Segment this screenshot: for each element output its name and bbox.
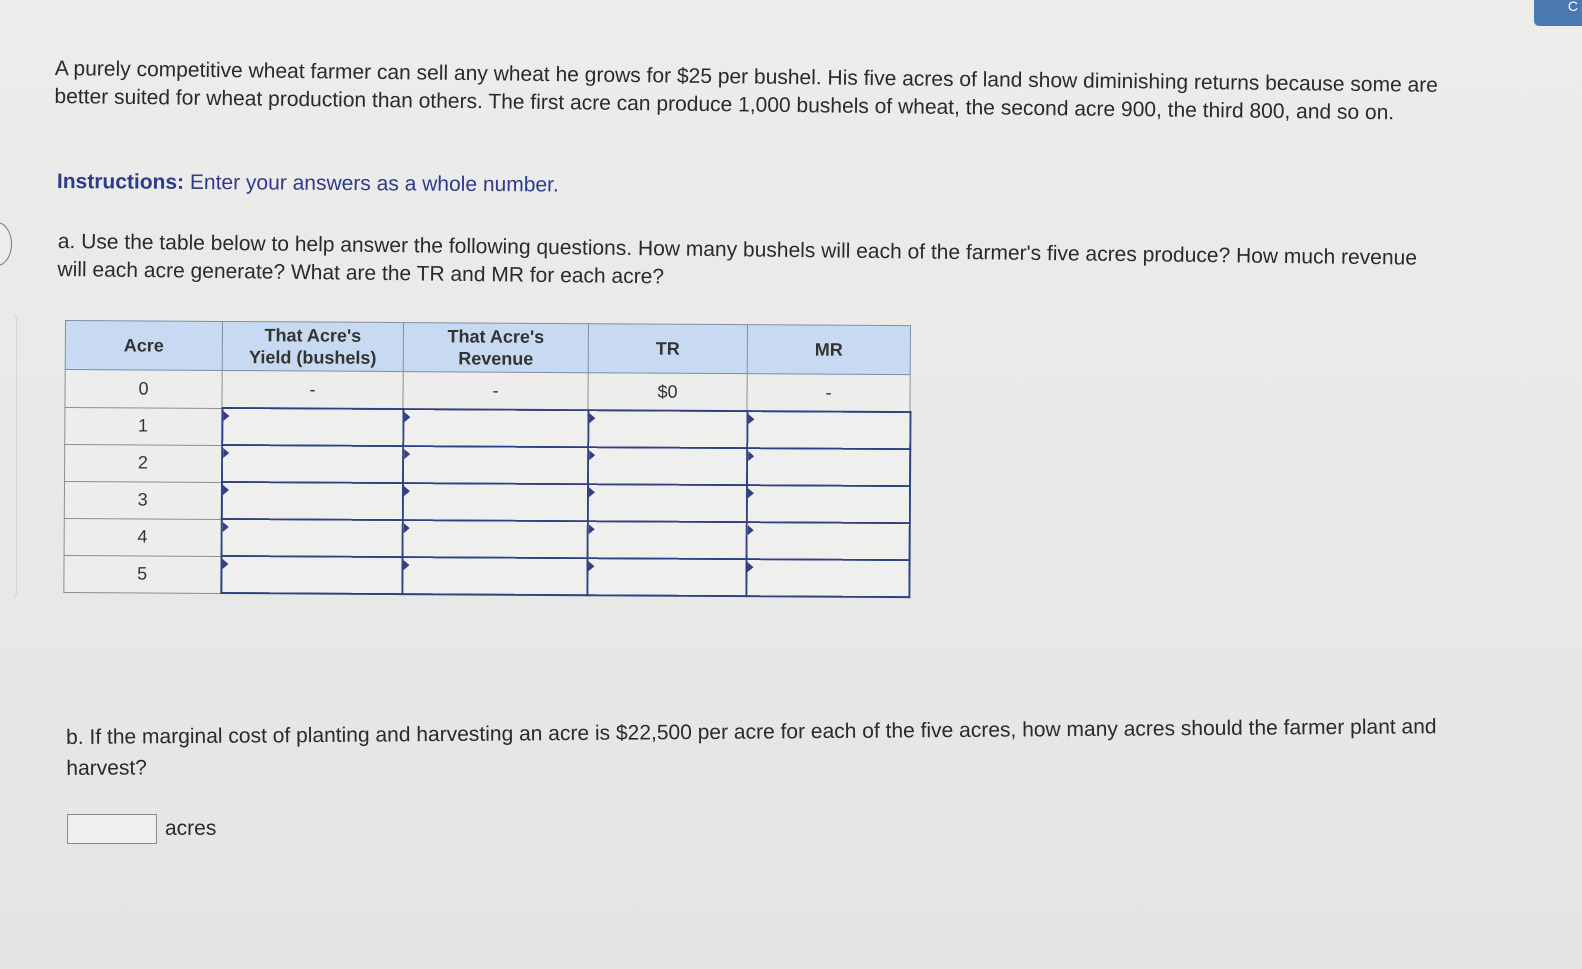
revenue-cell: - — [403, 372, 588, 411]
tr-cell: $0 — [588, 373, 747, 411]
answer-table — [63, 320, 911, 598]
acre-cell: 0 — [65, 370, 222, 408]
revenue-input-cell — [403, 446, 588, 484]
acres-unit-label: acres — [165, 817, 217, 840]
yield-input-acre-3[interactable] — [222, 484, 401, 517]
corner-button[interactable]: C — [1534, 0, 1582, 26]
tr-input-acre-3[interactable] — [588, 487, 745, 520]
acre-cell: 5 — [64, 555, 221, 593]
yield-input-acre-4[interactable] — [222, 521, 401, 554]
header-tr: TR — [588, 324, 747, 374]
mr-cell: - — [747, 374, 910, 412]
header-yield-line2: Yield (bushels) — [249, 347, 377, 368]
header-mr: MR — [747, 325, 910, 375]
mr-input-cell — [746, 485, 909, 523]
part-b-question: b. If the marginal cost of planting and harvesting an acre is $22,500 per acre for each of the five acres, how many acres should the farmer plant and harvest? — [66, 715, 1437, 780]
yield-cell: - — [222, 370, 403, 409]
revenue-input-acre-4[interactable] — [403, 523, 586, 556]
yield-input-cell — [222, 445, 403, 483]
tr-input-acre-4[interactable] — [588, 524, 745, 557]
mr-input-cell — [747, 411, 910, 449]
cell-marker-icon — [223, 411, 229, 421]
instructions-text: Enter your answers as a whole number. — [184, 170, 559, 197]
part-b-answer — [67, 814, 216, 844]
mr-input-cell — [747, 448, 910, 486]
tr-input-acre-1[interactable] — [589, 413, 746, 446]
mr-input-cell — [746, 522, 909, 560]
header-yield — [222, 321, 403, 371]
tr-input-cell — [588, 447, 747, 485]
table-row — [65, 444, 910, 486]
table-row — [65, 407, 910, 449]
mr-input-acre-2[interactable] — [748, 451, 909, 484]
cell-marker-icon — [589, 413, 595, 423]
acre-cell: 3 — [64, 481, 221, 519]
cell-marker-icon — [588, 487, 594, 497]
revenue-input-acre-5[interactable] — [403, 560, 586, 593]
header-yield-line1: That Acre's — [264, 325, 362, 346]
cell-marker-icon — [223, 448, 229, 458]
table-header-row — [65, 321, 910, 375]
header-revenue-line1: That Acre's — [447, 326, 545, 347]
cell-marker-icon — [748, 414, 754, 424]
acre-cell: 4 — [64, 518, 221, 556]
acres-input[interactable] — [67, 814, 157, 844]
table-row-acre-0 — [65, 370, 910, 413]
cell-marker-icon — [747, 525, 753, 535]
cell-marker-icon — [589, 450, 595, 460]
tr-input-cell — [587, 484, 746, 522]
answer-table-container — [63, 320, 911, 598]
mr-input-acre-3[interactable] — [747, 488, 908, 521]
revenue-input-cell — [402, 557, 587, 595]
table-row — [64, 481, 909, 523]
yield-input-cell — [222, 408, 403, 446]
table-row — [64, 555, 909, 597]
instructions — [57, 170, 559, 198]
cell-marker-icon — [222, 522, 228, 532]
cell-marker-icon — [222, 559, 228, 569]
cell-marker-icon — [404, 449, 410, 459]
mr-input-acre-5[interactable] — [747, 562, 908, 595]
cell-marker-icon — [403, 486, 409, 496]
header-acre: Acre — [65, 321, 222, 371]
part-a-question: a. Use the table below to help answer the following questions. How many bushels will each of the farmer's five acres produce? How much revenue will each acre generate? What are the TR and MR for each acre? — [57, 229, 1418, 289]
tr-input-cell — [588, 410, 747, 448]
header-revenue — [403, 323, 588, 373]
left-panel-edge — [0, 312, 17, 600]
yield-input-cell — [221, 519, 402, 557]
mr-input-cell — [746, 559, 909, 597]
cell-marker-icon — [404, 412, 410, 422]
tr-input-acre-5[interactable] — [588, 561, 745, 594]
tr-input-cell — [587, 558, 746, 596]
cell-marker-icon — [747, 562, 753, 572]
yield-input-acre-2[interactable] — [223, 447, 402, 480]
cell-marker-icon — [222, 485, 228, 495]
cell-marker-icon — [403, 560, 409, 570]
cell-marker-icon — [748, 451, 754, 461]
mr-input-acre-1[interactable] — [748, 414, 909, 447]
acre-cell: 2 — [65, 444, 222, 482]
problem-statement: A purely competitive wheat farmer can sell any wheat he grows for $25 per bushel. His five acres of land show diminishing returns because some are better suited for wheat production than others. The first acre can produce 1,000 bushels of wheat, the second acre 900, the third 800, and so on. — [54, 56, 1439, 125]
yield-input-cell — [221, 556, 402, 594]
tr-input-acre-2[interactable] — [589, 450, 746, 483]
previous-nav-button[interactable] — [0, 222, 12, 266]
revenue-input-acre-2[interactable] — [404, 449, 587, 482]
yield-input-cell — [221, 482, 402, 520]
cell-marker-icon — [588, 524, 594, 534]
header-revenue-line2: Revenue — [458, 348, 534, 369]
cell-marker-icon — [747, 488, 753, 498]
yield-input-acre-5[interactable] — [222, 558, 401, 591]
revenue-input-cell — [403, 409, 588, 447]
table-row — [64, 518, 909, 560]
yield-input-acre-1[interactable] — [223, 410, 402, 443]
cell-marker-icon — [588, 561, 594, 571]
acre-cell: 1 — [65, 407, 222, 445]
cell-marker-icon — [403, 523, 409, 533]
tr-input-cell — [587, 521, 746, 559]
revenue-input-cell — [402, 483, 587, 521]
revenue-input-acre-3[interactable] — [403, 486, 586, 519]
mr-input-acre-4[interactable] — [747, 525, 908, 558]
revenue-input-cell — [402, 520, 587, 558]
instructions-label: Instructions: — [56, 170, 185, 194]
revenue-input-acre-1[interactable] — [404, 412, 587, 445]
